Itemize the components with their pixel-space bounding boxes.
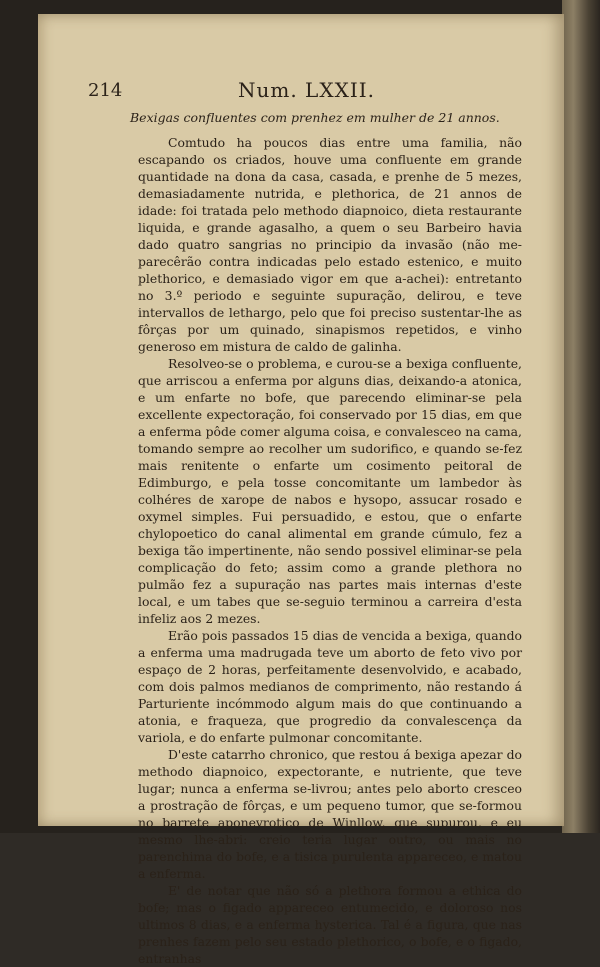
page-number: 214	[88, 80, 123, 101]
running-title: Num. LXXII.	[238, 78, 375, 102]
body-text	[138, 134, 522, 967]
paragraph: Erão pois passados 15 dias de vencida a bexiga, quando a enferma uma madrugada teve um aborto de feto vivo por espaço de 2 horas, perfeitamente desenvolvido, e acabado, com dois palmos medianos de comprimento, não restando á Parturiente incómmodo algum mais do que continuando a atonia, e fraqueza, que progredio da convalescença da variola, e do enfarte pulmonar concomitante.	[138, 628, 522, 745]
paragraph: Comtudo ha poucos dias entre uma familia, não escapando os criados, houve uma confluente em grande quantidade na dona da casa, casada, e prenhe de 5 mezes, demasiadamente nutrida, e plethorica, de 21 annos de idade: foi tratada pelo methodo diapnoico, dieta restaurante liquida, e grande agasalho, a quem o seu Barbeiro havia dado quatro sangrias no principio da invasão (não me-parecêrão contra indicadas pelo estado estenico, e muito plethorico, e demasiado vigor em que a-achei): entretanto no 3.º periodo e seguinte supuração, delirou, e teve intervallos de lethargo, pelo que foi preciso sustentar-lhe as fôrças por um quinado, sinapismos repetidos, e vinho generoso em mistura de caldo de galinha.	[138, 135, 522, 354]
article-subtitle: Bexigas confluentes com prenhez em mulher de 21 annos.	[130, 110, 500, 125]
book-spine	[562, 0, 600, 833]
paragraph: D'este catarrho chronico, que restou á bexiga apezar do methodo diapnoico, expectorante, e nutriente, que teve lugar; nunca a enferma se-livrou; antes pelo aborto cresceo a prostração de fôrças, e um pequeno tumor, que se-formou no barrete aponevrotico de Winllow, que supurou, e eu mesmo lhe-abri: creio teria lugar outro, ou mais no parenchima do bofe, e a tisica purulenta appareceo, e matou a enferma.	[138, 747, 522, 881]
paragraph: E' de notar que não só a plethora formou a ethica do bofe; mas o figado appareceo entumecido, e doloroso nos ultimos 8 dias, e a enferma hysterica. Tal é a figura, que nas prenhes fazem pelo seu estado plethorico, o bofe, e o figado, entranhas	[138, 883, 522, 966]
paragraph: Resolveo-se o problema, e curou-se a bexiga confluente, que arriscou a enferma por alguns dias, deixando-a atonica, e um enfarte no bofe, que parecendo eliminar-se pela excellente expectoração, foi conservado por 15 dias, em que a enferma pôde comer alguma coisa, e convalesceo na cama, tomando sempre ao recolher um sudorifico, e quando se-fez mais renitente o enfarte um cosimento peitoral de Edimburgo, e pela tosse concomitante um lambedor às colhéres de xarope de nabos e hysopo, assucar rosado e oxymel simples. Fui persuadido, e estou, que o enfarte chylopoetico do canal alimental em grande cúmulo, fez a bexiga tão impertinente, não sendo possivel eliminar-se pela complicação do feto; assim como a grande plethora no pulmão fez a supuração nas partes mais internas d'este local, e um tabes que se-seguio terminou a carreira d'esta infeliz aos 2 mezes.	[138, 356, 522, 626]
page-header	[88, 78, 528, 104]
